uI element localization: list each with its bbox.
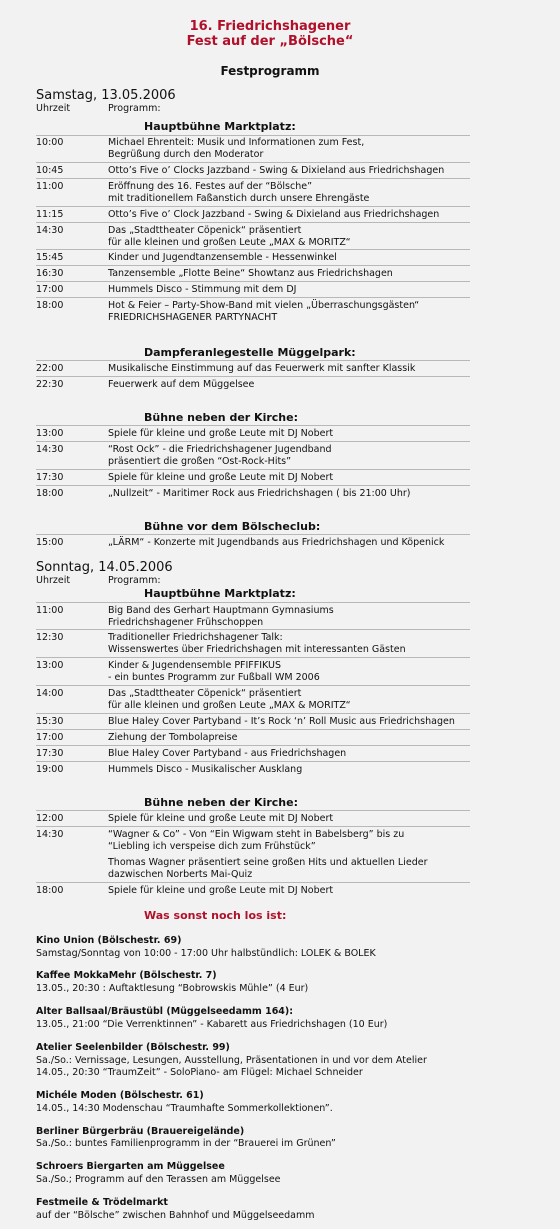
row-description: Thomas Wagner präsentiert seine großen Hits und aktuellen Lieder dazwischen Norberts Mai-Quiz: [108, 857, 428, 880]
venue-details: 13.05., 20:30 : Auftaktlesung “Bobrowskis Mühle” (4 Eur): [36, 983, 309, 994]
row-description: Spiele für kleine und große Leute mit DJ Nobert: [108, 472, 334, 483]
column-label-time: Uhrzeit: [36, 103, 71, 114]
row-time: 11:00: [36, 605, 64, 616]
row-description: Michael Ehrenteit: Musik und Informationen zum Fest, Begrüßung durch den Moderator: [108, 137, 365, 160]
divider: [36, 222, 470, 223]
divider: [36, 729, 470, 730]
row-time: 11:00: [36, 181, 64, 192]
divider: [36, 376, 470, 377]
divider: [36, 162, 470, 163]
divider: [36, 826, 470, 827]
venue-name: Schroers Biergarten am Müggelsee: [36, 1161, 225, 1172]
divider: [36, 360, 470, 361]
row-description: Musikalische Einstimmung auf das Feuerwerk mit sanfter Klassik: [108, 363, 416, 374]
row-description: Eröffnung des 16. Festes auf der “Bölsche” mit traditionellem Faßanstich durch unsere Ehrengäste: [108, 181, 370, 204]
section-title: Hauptbühne Marktplatz:: [144, 120, 296, 133]
row-description: Spiele für kleine und große Leute mit DJ Nobert: [108, 428, 334, 439]
divider: [36, 469, 470, 470]
row-description: Otto’s Five o’ Clock Jazzband - Swing & Dixieland aus Friedrichshagen: [108, 209, 440, 220]
venue-details: Sa./So.: buntes Familienprogramm in der “Brauerei im Grünen”: [36, 1138, 336, 1149]
section-title: Bühne vor dem Bölscheclub:: [144, 520, 321, 533]
divider: [36, 810, 470, 811]
row-time: 19:00: [36, 764, 64, 775]
row-time: 17:00: [36, 732, 64, 743]
row-time: 22:30: [36, 379, 64, 390]
column-label-program: Programm:: [108, 575, 161, 586]
row-description: Hummels Disco - Musikalischer Ausklang: [108, 764, 303, 775]
divider: [36, 761, 470, 762]
row-time: 16:30: [36, 268, 64, 279]
row-description: Otto’s Five o’ Clocks Jazzband - Swing & Dixieland aus Friedrichshagen: [108, 165, 445, 176]
row-time: 14:00: [36, 688, 64, 699]
row-time: 14:30: [36, 225, 64, 236]
row-description: “Wagner & Co” - Von “Ein Wigwam steht in Babelsberg” bis zu “Liebling ich verspeise dich zum Frühstück”: [108, 829, 405, 852]
venue-name: Kaffee MokkaMehr (Bölschestr. 7): [36, 970, 217, 981]
column-label-program: Programm:: [108, 103, 161, 114]
row-time: 15:30: [36, 716, 64, 727]
day-heading-saturday: Samstag, 13.05.2006: [36, 88, 176, 103]
row-time: 14:30: [36, 444, 64, 455]
divider: [36, 425, 470, 426]
row-description: Traditioneller Friedrichshagener Talk: Wissenswertes über Friedrichshagen mit interessanten Gästen: [108, 632, 406, 655]
section-title: Bühne neben der Kirche:: [144, 411, 298, 424]
row-time: 12:30: [36, 632, 64, 643]
venue-details: Samstag/Sonntag von 10:00 - 17:00 Uhr halbstündlich: LOLEK & BOLEK: [36, 948, 376, 959]
row-description: Das „Stadttheater Cöpenick“ präsentiert für alle kleinen und großen Leute „MAX & MORITZ“: [108, 688, 351, 711]
divider: [36, 249, 470, 250]
row-time: 14:30: [36, 829, 64, 840]
row-time: 15:45: [36, 252, 64, 263]
divider: [36, 297, 470, 298]
venue-details: 14.05., 14:30 Modenschau “Traumhafte Sommerkollektionen”.: [36, 1103, 333, 1114]
row-time: 17:00: [36, 284, 64, 295]
section-title: Dampferanlegestelle Müggelpark:: [144, 346, 356, 359]
row-description: Hummels Disco - Stimmung mit dem DJ: [108, 284, 297, 295]
venue-name: Berliner Bürgerbräu (Brauereigelände): [36, 1126, 245, 1137]
row-description: Hot & Feier – Party-Show-Band mit vielen „Überraschungsgästen“ FRIEDRICHSHAGENER PARTYNACHT: [108, 300, 420, 323]
divider: [36, 281, 470, 282]
row-description: Spiele für kleine und große Leute mit DJ Nobert: [108, 813, 334, 824]
venue-details: auf der “Bölsche” zwischen Bahnhof und Müggelseedamm: [36, 1210, 315, 1221]
row-time: 10:45: [36, 165, 64, 176]
page-title-line2: Fest auf der „Bölsche“: [186, 34, 354, 49]
row-description: Das „Stadttheater Cöpenick“ präsentiert für alle kleinen und großen Leute „MAX & MORITZ“: [108, 225, 351, 248]
venue-name: Kino Union (Bölschestr. 69): [36, 935, 182, 946]
divider: [36, 534, 470, 535]
section-title: Hauptbühne Marktplatz:: [144, 587, 296, 600]
row-description: Ziehung der Tombolapreise: [108, 732, 238, 743]
venue-name: Alter Ballsaal/Bräustübl (Müggelseedamm 164):: [36, 1006, 294, 1017]
row-time: 10:00: [36, 137, 64, 148]
divider: [36, 441, 470, 442]
row-description: Blue Haley Cover Partyband - It’s Rock ‘n’ Roll Music aus Friedrichshagen: [108, 716, 455, 727]
row-description: Spiele für kleine und große Leute mit DJ Nobert: [108, 885, 334, 896]
page-subtitle: Festprogramm: [220, 64, 320, 78]
divider: [36, 882, 470, 883]
divider: [36, 178, 470, 179]
row-time: 22:00: [36, 363, 64, 374]
row-description: Kinder und Jugendtanzensemble - Hessenwinkel: [108, 252, 337, 263]
row-time: 18:00: [36, 488, 64, 499]
row-time: 13:00: [36, 660, 64, 671]
row-time: 13:00: [36, 428, 64, 439]
divider: [36, 713, 470, 714]
venue-details: Sa./So.: Vernissage, Lesungen, Ausstellung, Präsentationen in und vor dem Atelier 14.05., 20:30 “TraumZeit” - SoloPiano- am Flügel: Michael Schneider: [36, 1055, 427, 1078]
row-description: Tanzensemble „Flotte Beine“ Showtanz aus Friedrichshagen: [108, 268, 393, 279]
divider: [36, 657, 470, 658]
row-description: Feuerwerk auf dem Müggelsee: [108, 379, 255, 390]
divider: [36, 745, 470, 746]
day-heading-sunday: Sonntag, 14.05.2006: [36, 560, 173, 575]
row-time: 15:00: [36, 537, 64, 548]
row-time: 17:30: [36, 472, 64, 483]
venue-name: Festmeile & Trödelmarkt: [36, 1197, 168, 1208]
row-description: Big Band des Gerhart Hauptmann Gymnasiums Friedrichshagener Frühschoppen: [108, 605, 334, 628]
divider: [36, 265, 470, 266]
row-description: Kinder & Jugendensemble PFIFFIKUS - ein buntes Programm zur Fußball WM 2006: [108, 660, 320, 683]
row-time: 18:00: [36, 885, 64, 896]
row-description: „LÄRM“ - Konzerte mit Jugendbands aus Friedrichshagen und Köpenick: [108, 537, 445, 548]
divider: [36, 485, 470, 486]
divider: [36, 685, 470, 686]
row-time: 17:30: [36, 748, 64, 759]
page-title-line1: 16. Friedrichshagener: [189, 19, 351, 34]
row-time: 12:00: [36, 813, 64, 824]
venue-details: Sa./So.; Programm auf den Terassen am Müggelsee: [36, 1174, 281, 1185]
row-description: Blue Haley Cover Partyband - aus Friedrichshagen: [108, 748, 347, 759]
row-description: “Rost Ock” - die Friedrichshagener Jugendband präsentiert die großen “Ost-Rock-Hits”: [108, 444, 332, 467]
venue-details: 13.05., 21:00 “Die Verrenktinnen” - Kabarett aus Friedrichshagen (10 Eur): [36, 1019, 388, 1030]
section-title: Bühne neben der Kirche:: [144, 796, 298, 809]
divider: [36, 135, 470, 136]
venue-name: Atelier Seelenbilder (Bölschestr. 99): [36, 1042, 230, 1053]
extras-title: Was sonst noch los ist:: [144, 909, 287, 922]
row-time: 11:15: [36, 209, 64, 220]
divider: [36, 629, 470, 630]
divider: [36, 206, 470, 207]
row-description: „Nullzeit“ - Maritimer Rock aus Friedrichshagen ( bis 21:00 Uhr): [108, 488, 411, 499]
venue-name: Michéle Moden (Bölschestr. 61): [36, 1090, 204, 1101]
row-time: 18:00: [36, 300, 64, 311]
divider: [36, 602, 470, 603]
column-label-time: Uhrzeit: [36, 575, 71, 586]
